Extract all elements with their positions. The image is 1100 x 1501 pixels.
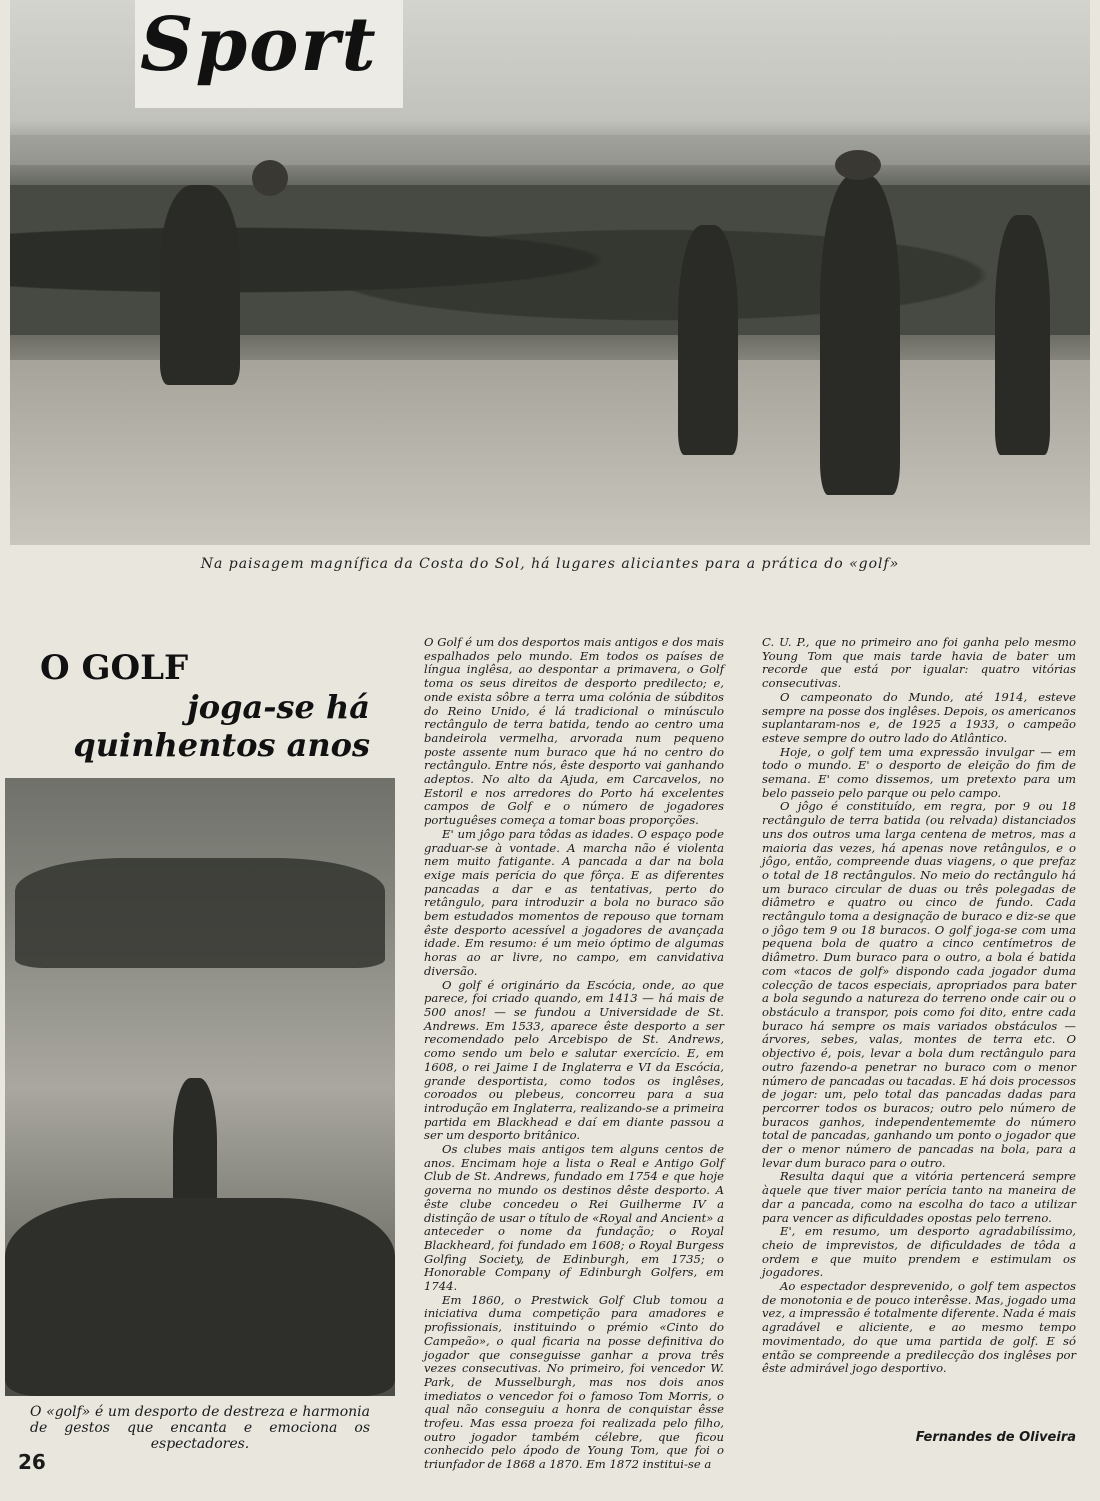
paragraph: Em 1860, o Prestwick Golf Club tomou a iniciativa duma competição para amadores e profissionais, instituindo o prémio «Cinto do Campeão», o qual ficaria na posse definitiva do jogador que conseguisse ganhar a prova três vezes consecutivas. No primeiro, foi vencedor W. Park, de Musselburgh, mas nos dois anos imediatos o vencedor foi o famoso Tom Morris, o qual não conseguiu a honra de conquistar êsse trofeu. Mas essa proeza foi realizada pelo filho, outro jogador também célebre, que ficou conhecido pelo ápodo de Young Tom, que foi o triunfador de 1868 a 1870. Em 1872 institui-se a <box>424 1292 724 1472</box>
left-photo-caption: O «golf» é um desporto de destreza e harmonia de gestos que encanta e emociona os espectadores. <box>30 1404 370 1452</box>
player-cap <box>835 150 881 180</box>
author-byline: Fernandes de Oliveira <box>915 1430 1076 1445</box>
player-figure <box>820 175 900 495</box>
section-title: Sport <box>140 2 378 88</box>
fairway-ground <box>10 360 1090 545</box>
paragraph: Resulta daqui que a vitória pertencerá sempre àquele que tiver maior perícia tanto na maneira de dar a pancada, como na escolha do taco a utilizar para vencer as dificuldades opostas pelo terreno. <box>762 1169 1076 1225</box>
golfer-head <box>252 160 288 196</box>
article-column-right <box>762 636 1076 1376</box>
page-number: 26 <box>18 1450 46 1474</box>
paragraph: E', em resumo, um desporto agradabilíssimo, cheio de imprevistos, de dificuldades de tôda a ordem e que muito prendem e estimulam os jogadores. <box>762 1224 1076 1280</box>
top-photo-caption: Na paisagem magnífica da Costa do Sol, há lugares aliciantes para a prática do «golf» <box>200 556 900 572</box>
paragraph: O golf é originário da Escócia, onde, ao que parece, foi criado quando, em 1413 — há mais de 500 anos! — se fundou a Universidade de St. Andrews. Em 1533, aparece êste desporto a ser recomendado pelo Arcebispo de St. Andrews, como sendo um belo e salutar exercício. E, em 1608, o rei Jaime I de Inglaterra e VI da Escócia, grande desportista, como todos os inglêses, coroados ou plebeus, concorreu para a sua introdução em Inglaterra, realizando-se a primeira partida em Blackhead e daí em diante passou a ser um desporto britânico. <box>424 977 724 1143</box>
headline-line-2: joga-se há <box>187 688 370 726</box>
paragraph: Ao espectador desprevenido, o golf tem aspectos de monotonia e de pouco interêsse. Mas, jogado uma vez, a impressão é totalmente diferente. Nada é mais agradável e aliciente, e ao mesmo tempo movimentado, do que uma partida de golf. E só então se compreende a predilecção dos inglêses por êste admirável jogo desportivo. <box>762 1279 1076 1376</box>
headline-line-3: quinhentos anos <box>73 726 370 764</box>
paragraph: O Golf é um dos desportos mais antigos e dos mais espalhados pelo mundo. Em todos os países de língua inglêsa, ao despontar a primavera, o Golf toma os seus direitos de desporto predilecto; e, onde exista sôbre a terra uma colónia de súbditos do Reino Unido, é lá tradicional o minúsculo rectângulo de terra batida, tendo ao centro uma bandeirola vermelha, arvorada num pequeno poste assente num buraco que há no centro do rectângulo. Entre nós, êste desporto vai ganhando adeptos. No alto da Ajuda, em Carcavelos, no Estoril e nos arredores do Porto há excelentes campos de Golf e o número de jogadores portuguêses começa a tomar boas proporções. <box>424 635 724 828</box>
paragraph: C. U. P., que no primeiro ano foi ganha pelo mesmo Young Tom que mais tarde havia de bater um recorde que está por igualar: quatro vitórias consecutivas. <box>762 635 1076 691</box>
paragraph: Os clubes mais antigos tem alguns centos de anos. Encimam hoje a lista o Real e Antigo Golf Club de St. Andrews, fundado em 1754 e que hoje governa no mundo os destinos dêste desporto. A êste clube concedeu o Rei Guilherme IV a distinção de usar o título de «Royal and Ancient» a anteceder o nome da fundação; o Royal Blackheard, foi fundado em 1608; o Royal Burgess Golfing Society, de Edinburgh, em 1735; o Honorable Company of Edinburgh Golfers, em 1744. <box>424 1142 724 1294</box>
spectator-figure <box>995 215 1050 455</box>
headline-line-1: O GOLF <box>40 648 189 688</box>
left-golf-photo <box>5 778 395 1396</box>
foreground-spectators <box>5 1198 395 1396</box>
golfer-figure <box>160 185 240 385</box>
crowd-group <box>15 858 385 968</box>
caddie-figure <box>678 225 738 455</box>
paragraph: O campeonato do Mundo, até 1914, esteve sempre na posse dos inglêses. Depois, os americanos suplantaram-nos e, de 1925 a 1933, o campeão esteve sempre do outro lado do Atlântico. <box>762 689 1076 745</box>
sea-horizon <box>10 135 1090 165</box>
article-headline <box>40 648 370 764</box>
paragraph: E' um jôgo para tôdas as idades. O espaço pode graduar-se à vontade. A marcha não é violenta nem muito fatigante. A pancada a dar na bola exige mais perícia do que fôrça. E as diferentes pancadas a dar e as tentativas, perto do retângulo, para introduzir a bola no buraco são bem estudados momentos de repouso que tornam êste desporto acessível a jogadores de avançada idade. Em resumo: é um meio óptimo de algumas horas ao ar livre, no campo, em canvidativa diversão. <box>424 826 724 978</box>
paragraph: O jôgo é constituído, em regra, por 9 ou 18 rectângulo de terra batida (ou relvada) distanciados uns dos outros uma larga centena de metros, mas a maioria das vezes, há apenas nove retângulos, e o jôgo, então, compreende duas viagens, o que prefaz o total de 18 rectângulos. No meio do rectângulo há um buraco circular de duas ou três polegadas de diâmetro e quatro ou cinco de fundo. Cada rectângulo toma a designação de buraco e diz-se que o jôgo tem 9 ou 18 buracos. O golf joga-se com uma pequena bola de quatro a cinco centímetros de diâmetro. Dum buraco para o outro, a bola é batida com «tacos de golf» dispondo cada jogador duma colecção de tacos especiais, apropriados para bater a bola segundo a natureza do terreno onde cair ou o obstáculo a transpor, pois como foi dito, entre cada buraco há sempre os mais variados obstáculos — árvores, sebes, valas, montes de terra etc. O objectivo é, pois, levar a bola dum rectângulo para outro fazendo-a penetrar no buraco com o menor número de pancadas ou tacadas. E há dois processos de jogar: um, pelo total das pancadas dadas para percorrer todos os buracos; outro pelo número de buracos ganhos, independentememte do número total de pancadas, ganhando um ponto o jogador que der o menor número de pancadas na bola, para a levar dum buraco para o outro. <box>762 799 1076 1170</box>
paragraph: Hoje, o golf tem uma expressão invulgar — em todo o mundo. E' o desporto de eleição do fim de semana. E' como dissemos, um pretexto para um belo passeio pelo parque ou pelo campo. <box>762 744 1076 800</box>
article-column-middle <box>424 636 724 1472</box>
